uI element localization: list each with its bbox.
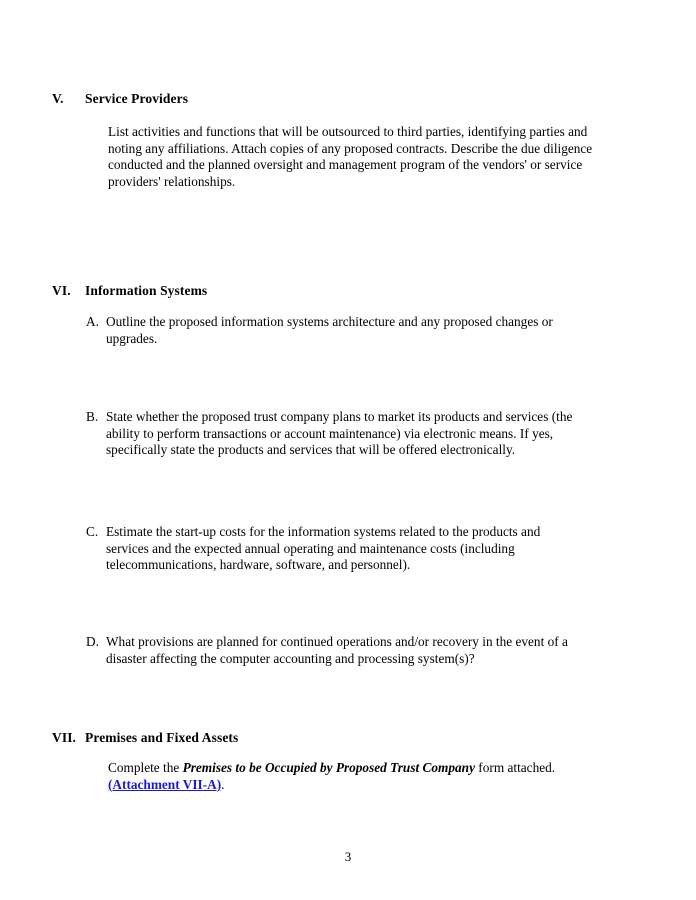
sub-item-letter: A. [86, 314, 99, 329]
closing-lead-text: Complete the [108, 760, 183, 775]
section-premises-fixed-assets [52, 729, 656, 746]
section-service-providers [52, 90, 656, 107]
section-numeral: V. [52, 91, 64, 106]
section-numeral: VII. [52, 730, 77, 745]
sub-item-b [86, 409, 578, 459]
sub-item-text: Estimate the start-up costs for the information systems related to the products and services and the expected annual operating and maintenance costs (including telecommunications, hardware, software, and personnel). [106, 524, 541, 573]
sub-item-letter: D. [86, 634, 99, 649]
sub-item-c [86, 524, 576, 574]
section-heading [52, 90, 656, 107]
section-numeral: VI. [52, 283, 71, 298]
closing-period: . [221, 776, 225, 792]
section-v-paragraph: List activities and functions that will be outsourced to third parties, identifying parties and noting any affiliations. Attach copies of any proposed contracts. Describe the due diligence conducted and the planned oversight and management program of the vendors' or service providers' relationships. [108, 124, 593, 189]
sub-item-text: What provisions are planned for continued operations and/or recovery in the event of a disaster affecting the computer accounting and processing system(s)? [106, 634, 568, 666]
sub-item-text: Outline the proposed information systems architecture and any proposed changes or upgrades. [106, 314, 553, 346]
section-title: Premises and Fixed Assets [85, 730, 239, 745]
form-name-emphasis: Premises to be Occupied by Proposed Trust Company [182, 760, 475, 775]
sub-item-text: State whether the proposed trust company plans to market its products and services (the ability to perform transactions or account maintenance) via electronic means. If yes, specifically state the products and services that will be offered electronically. [106, 409, 573, 458]
closing-trail-text: form attached. [474, 760, 556, 775]
sub-item-d [86, 634, 578, 667]
page-number: 3 [344, 849, 352, 864]
section-title: Service Providers [85, 91, 189, 106]
section-information-systems [52, 282, 656, 299]
sub-item-letter: C. [86, 524, 99, 539]
sub-item-a [86, 314, 586, 347]
attachment-vii-a-link[interactable]: (Attachment VII-A) [108, 776, 222, 792]
section-vii-closing [108, 760, 608, 793]
sub-item-letter: B. [86, 409, 99, 424]
section-heading [52, 282, 656, 299]
section-title: Information Systems [85, 283, 208, 298]
section-heading [52, 729, 656, 746]
